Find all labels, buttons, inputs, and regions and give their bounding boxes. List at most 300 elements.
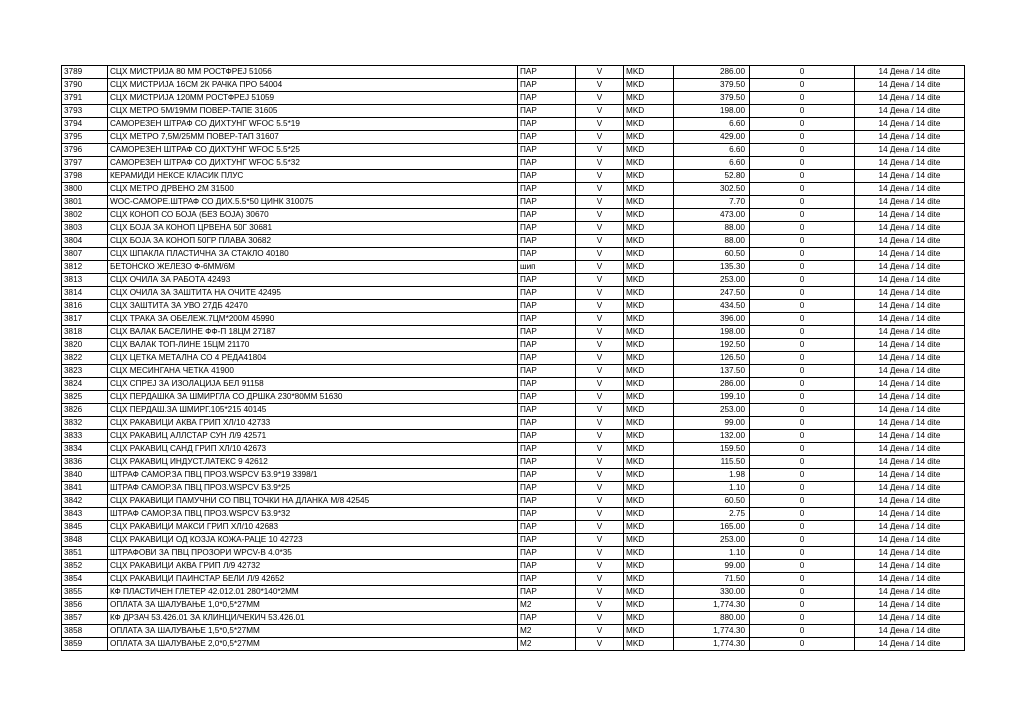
v-mark-cell: V (576, 443, 624, 456)
quantity-cell: 0 (750, 157, 855, 170)
item-name-cell: ШТРАФОВИ ЗА ПВЦ ПРОЗОРИ WPCV-B 4.0*35 (108, 547, 518, 560)
currency-cell: MKD (624, 92, 674, 105)
currency-cell: MKD (624, 495, 674, 508)
item-name-cell: ОПЛАТА ЗА ШАЛУВАЊЕ 1,5*0,5*27ММ (108, 625, 518, 638)
delivery-term-cell: 14 Дена / 14 dite (855, 274, 965, 287)
table-row (62, 404, 965, 417)
price-cell: 1.10 (674, 482, 750, 495)
price-cell: 192.50 (674, 339, 750, 352)
item-name-cell: ШТРАФ САМОР.ЗА ПВЦ ПРОЗ.WSPCV Б3.9*19 3398/1 (108, 469, 518, 482)
item-code-cell: 3857 (62, 612, 108, 625)
item-code-cell: 3790 (62, 79, 108, 92)
table-row (62, 547, 965, 560)
table-row (62, 326, 965, 339)
item-code-cell: 3795 (62, 131, 108, 144)
price-cell: 302.50 (674, 183, 750, 196)
currency-cell: MKD (624, 326, 674, 339)
unit-cell: ПАР (518, 144, 576, 157)
currency-cell: MKD (624, 183, 674, 196)
table-row (62, 391, 965, 404)
item-code-cell: 3793 (62, 105, 108, 118)
quantity-cell: 0 (750, 560, 855, 573)
currency-cell: MKD (624, 547, 674, 560)
item-code-cell: 3797 (62, 157, 108, 170)
item-code-cell: 3789 (62, 66, 108, 79)
table-row (62, 430, 965, 443)
v-mark-cell: V (576, 235, 624, 248)
item-name-cell: КФ ДРЗАЧ 53.426.01 ЗА КЛИНЦИ/ЧЕКИЧ 53.426.01 (108, 612, 518, 625)
price-cell: 1,774.30 (674, 625, 750, 638)
currency-cell: MKD (624, 586, 674, 599)
table-row (62, 417, 965, 430)
price-cell: 135.30 (674, 261, 750, 274)
item-name-cell: СЦХ РАКАВИЦ ИНДУСТ.ЛАТЕКС 9 42612 (108, 456, 518, 469)
currency-cell: MKD (624, 261, 674, 274)
item-code-cell: 3798 (62, 170, 108, 183)
item-code-cell: 3817 (62, 313, 108, 326)
quantity-cell: 0 (750, 547, 855, 560)
unit-cell: M2 (518, 638, 576, 651)
v-mark-cell: V (576, 495, 624, 508)
item-code-cell: 3796 (62, 144, 108, 157)
table-body (62, 66, 965, 651)
unit-cell: ПАР (518, 196, 576, 209)
quantity-cell: 0 (750, 391, 855, 404)
unit-cell: ПАР (518, 547, 576, 560)
item-name-cell: САМОРЕЗЕН ШТРАФ СО ДИХТУНГ WFOC 5.5*19 (108, 118, 518, 131)
item-code-cell: 3836 (62, 456, 108, 469)
quantity-cell: 0 (750, 235, 855, 248)
delivery-term-cell: 14 Дена / 14 dite (855, 599, 965, 612)
unit-cell: ПАР (518, 573, 576, 586)
v-mark-cell: V (576, 378, 624, 391)
table-row (62, 612, 965, 625)
item-code-cell: 3804 (62, 235, 108, 248)
quantity-cell: 0 (750, 430, 855, 443)
unit-cell: ПАР (518, 443, 576, 456)
item-name-cell: СЦХ РАКАВИЦ САНД ГРИП ХЛ/10 42673 (108, 443, 518, 456)
v-mark-cell: V (576, 248, 624, 261)
price-cell: 71.50 (674, 573, 750, 586)
delivery-term-cell: 14 Дена / 14 dite (855, 92, 965, 105)
item-name-cell: КФ ПЛАСТИЧЕН ГЛЕТЕР 42.012.01 280*140*2ММ (108, 586, 518, 599)
item-name-cell: ОПЛАТА ЗА ШАЛУВАЊЕ 2,0*0,5*27ММ (108, 638, 518, 651)
price-cell: 379.50 (674, 79, 750, 92)
price-cell: 1,774.30 (674, 638, 750, 651)
price-cell: 6.60 (674, 144, 750, 157)
item-code-cell: 3812 (62, 261, 108, 274)
v-mark-cell: V (576, 547, 624, 560)
item-name-cell: СЦХ БОЈА ЗА КОНОП ЦРВЕНА 50Г 30681 (108, 222, 518, 235)
price-cell: 132.00 (674, 430, 750, 443)
table-row (62, 599, 965, 612)
currency-cell: MKD (624, 79, 674, 92)
price-cell: 2.75 (674, 508, 750, 521)
unit-cell: ПАР (518, 248, 576, 261)
table-row (62, 261, 965, 274)
v-mark-cell: V (576, 287, 624, 300)
delivery-term-cell: 14 Дена / 14 dite (855, 313, 965, 326)
currency-cell: MKD (624, 482, 674, 495)
price-cell: 473.00 (674, 209, 750, 222)
quantity-cell: 0 (750, 495, 855, 508)
currency-cell: MKD (624, 131, 674, 144)
currency-cell: MKD (624, 573, 674, 586)
delivery-term-cell: 14 Дена / 14 dite (855, 391, 965, 404)
delivery-term-cell: 14 Дена / 14 dite (855, 261, 965, 274)
table-row (62, 521, 965, 534)
currency-cell: MKD (624, 534, 674, 547)
table-row (62, 66, 965, 79)
table-row (62, 222, 965, 235)
item-name-cell: СЦХ МЕТРО 5М/19ММ ПОВЕР-ТАПЕ 31605 (108, 105, 518, 118)
unit-cell: ПАР (518, 326, 576, 339)
table-row (62, 495, 965, 508)
quantity-cell: 0 (750, 482, 855, 495)
table-row (62, 248, 965, 261)
table-row (62, 235, 965, 248)
item-code-cell: 3820 (62, 339, 108, 352)
v-mark-cell: V (576, 612, 624, 625)
item-code-cell: 3794 (62, 118, 108, 131)
delivery-term-cell: 14 Дена / 14 dite (855, 196, 965, 209)
delivery-term-cell: 14 Дена / 14 dite (855, 365, 965, 378)
quantity-cell: 0 (750, 404, 855, 417)
item-code-cell: 3859 (62, 638, 108, 651)
currency-cell: MKD (624, 378, 674, 391)
delivery-term-cell: 14 Дена / 14 dite (855, 79, 965, 92)
item-name-cell: СЦХ ОЧИЛА ЗА ЗАШТИТА НА ОЧИТЕ 42495 (108, 287, 518, 300)
quantity-cell: 0 (750, 287, 855, 300)
currency-cell: MKD (624, 469, 674, 482)
v-mark-cell: V (576, 638, 624, 651)
table-row (62, 378, 965, 391)
price-cell: 253.00 (674, 274, 750, 287)
quantity-cell: 0 (750, 417, 855, 430)
price-cell: 6.60 (674, 118, 750, 131)
delivery-term-cell: 14 Дена / 14 dite (855, 547, 965, 560)
v-mark-cell: V (576, 521, 624, 534)
price-cell: 253.00 (674, 534, 750, 547)
item-name-cell: СЦХ ВАЛАК БАСЕЛИНЕ ФФ-П 18ЦМ 27187 (108, 326, 518, 339)
currency-cell: MKD (624, 430, 674, 443)
quantity-cell: 0 (750, 534, 855, 547)
unit-cell: ПАР (518, 482, 576, 495)
table-row (62, 92, 965, 105)
item-code-cell: 3814 (62, 287, 108, 300)
v-mark-cell: V (576, 534, 624, 547)
price-cell: 880.00 (674, 612, 750, 625)
item-code-cell: 3851 (62, 547, 108, 560)
delivery-term-cell: 14 Дена / 14 dite (855, 157, 965, 170)
delivery-term-cell: 14 Дена / 14 dite (855, 144, 965, 157)
currency-cell: MKD (624, 300, 674, 313)
v-mark-cell: V (576, 209, 624, 222)
unit-cell: ПАР (518, 391, 576, 404)
price-cell: 60.50 (674, 495, 750, 508)
item-code-cell: 3816 (62, 300, 108, 313)
price-cell: 7.70 (674, 196, 750, 209)
quantity-cell: 0 (750, 521, 855, 534)
delivery-term-cell: 14 Дена / 14 dite (855, 131, 965, 144)
delivery-term-cell: 14 Дена / 14 dite (855, 638, 965, 651)
delivery-term-cell: 14 Дена / 14 dite (855, 560, 965, 573)
price-cell: 6.60 (674, 157, 750, 170)
v-mark-cell: V (576, 352, 624, 365)
currency-cell: MKD (624, 612, 674, 625)
delivery-term-cell: 14 Дена / 14 dite (855, 495, 965, 508)
price-cell: 88.00 (674, 235, 750, 248)
item-name-cell: СЦХ ПЕРДАШКА ЗА ШМИРГЛА СО ДРШКА 230*80ММ 51630 (108, 391, 518, 404)
item-code-cell: 3824 (62, 378, 108, 391)
price-cell: 247.50 (674, 287, 750, 300)
table-row (62, 170, 965, 183)
delivery-term-cell: 14 Дена / 14 dite (855, 235, 965, 248)
currency-cell: MKD (624, 118, 674, 131)
currency-cell: MKD (624, 508, 674, 521)
item-name-cell: СЦХ РАКАВИЦИ ПАМУЧНИ СО ПВЦ ТОЧКИ НА ДЛАНКА М/8 42545 (108, 495, 518, 508)
price-cell: 198.00 (674, 326, 750, 339)
quantity-cell: 0 (750, 313, 855, 326)
unit-cell: ПАР (518, 365, 576, 378)
v-mark-cell: V (576, 92, 624, 105)
item-code-cell: 3800 (62, 183, 108, 196)
currency-cell: MKD (624, 105, 674, 118)
delivery-term-cell: 14 Дена / 14 dite (855, 586, 965, 599)
item-name-cell: СЦХ КОНОП СО БОЈА (БЕЗ БОЈА) 30670 (108, 209, 518, 222)
currency-cell: MKD (624, 170, 674, 183)
delivery-term-cell: 14 Дена / 14 dite (855, 183, 965, 196)
table-row (62, 638, 965, 651)
v-mark-cell: V (576, 300, 624, 313)
table-row (62, 534, 965, 547)
item-code-cell: 3813 (62, 274, 108, 287)
v-mark-cell: V (576, 157, 624, 170)
quantity-cell: 0 (750, 508, 855, 521)
v-mark-cell: V (576, 105, 624, 118)
delivery-term-cell: 14 Дена / 14 dite (855, 118, 965, 131)
item-code-cell: 3856 (62, 599, 108, 612)
table-row (62, 274, 965, 287)
item-code-cell: 3834 (62, 443, 108, 456)
unit-cell: ПАР (518, 118, 576, 131)
item-code-cell: 3833 (62, 430, 108, 443)
item-name-cell: СЦХ ОЧИЛА ЗА РАБОТА 42493 (108, 274, 518, 287)
item-name-cell: ШТРАФ САМОР.ЗА ПВЦ ПРОЗ.WSPCV Б3.9*25 (108, 482, 518, 495)
item-code-cell: 3791 (62, 92, 108, 105)
item-name-cell: САМОРЕЗЕН ШТРАФ СО ДИХТУНГ WFOC 5.5*32 (108, 157, 518, 170)
table-row (62, 300, 965, 313)
table-row (62, 157, 965, 170)
delivery-term-cell: 14 Дена / 14 dite (855, 300, 965, 313)
item-name-cell: СЦХ РАКАВИЦИ МАКСИ ГРИП ХЛ/10 42683 (108, 521, 518, 534)
v-mark-cell: V (576, 391, 624, 404)
item-code-cell: 3832 (62, 417, 108, 430)
quantity-cell: 0 (750, 612, 855, 625)
price-cell: 198.00 (674, 105, 750, 118)
currency-cell: MKD (624, 391, 674, 404)
unit-cell: ПАР (518, 235, 576, 248)
quantity-cell: 0 (750, 586, 855, 599)
quantity-cell: 0 (750, 183, 855, 196)
unit-cell: ПАР (518, 313, 576, 326)
quantity-cell: 0 (750, 365, 855, 378)
item-name-cell: СЦХ РАКАВИЦ АЛЛСТАР СУН Л/9 42571 (108, 430, 518, 443)
quantity-cell: 0 (750, 92, 855, 105)
price-cell: 99.00 (674, 560, 750, 573)
unit-cell: ПАР (518, 105, 576, 118)
item-name-cell: СЦХ МИСТРИЈА 16СМ 2К РАЧКА ПРО 54004 (108, 79, 518, 92)
delivery-term-cell: 14 Дена / 14 dite (855, 339, 965, 352)
quantity-cell: 0 (750, 599, 855, 612)
v-mark-cell: V (576, 625, 624, 638)
quantity-cell: 0 (750, 378, 855, 391)
unit-cell: ПАР (518, 417, 576, 430)
item-code-cell: 3842 (62, 495, 108, 508)
v-mark-cell: V (576, 79, 624, 92)
currency-cell: MKD (624, 157, 674, 170)
table-row (62, 79, 965, 92)
unit-cell: ПАР (518, 79, 576, 92)
v-mark-cell: V (576, 313, 624, 326)
quantity-cell: 0 (750, 638, 855, 651)
price-cell: 1.10 (674, 547, 750, 560)
currency-cell: MKD (624, 235, 674, 248)
v-mark-cell: V (576, 417, 624, 430)
item-name-cell: СЦХ ТРАКА ЗА ОБЕЛЕЖ.7ЦМ*200М 45990 (108, 313, 518, 326)
v-mark-cell: V (576, 222, 624, 235)
table-row (62, 144, 965, 157)
unit-cell: ПАР (518, 521, 576, 534)
price-cell: 286.00 (674, 378, 750, 391)
price-cell: 1,774.30 (674, 599, 750, 612)
price-cell: 126.50 (674, 352, 750, 365)
currency-cell: MKD (624, 209, 674, 222)
currency-cell: MKD (624, 196, 674, 209)
v-mark-cell: V (576, 170, 624, 183)
v-mark-cell: V (576, 573, 624, 586)
delivery-term-cell: 14 Дена / 14 dite (855, 534, 965, 547)
item-name-cell: СЦХ БОЈА ЗА КОНОП 50ГР ПЛАВА 30682 (108, 235, 518, 248)
item-name-cell: ШТРАФ САМОР.ЗА ПВЦ ПРОЗ.WSPCV Б3.9*32 (108, 508, 518, 521)
unit-cell: ПАР (518, 586, 576, 599)
currency-cell: MKD (624, 313, 674, 326)
unit-cell: ПАР (518, 456, 576, 469)
delivery-term-cell: 14 Дена / 14 dite (855, 287, 965, 300)
item-code-cell: 3818 (62, 326, 108, 339)
item-code-cell: 3825 (62, 391, 108, 404)
item-name-cell: WOC-САМОРЕ.ШТРАФ СО ДИХ.5.5*50 ЦИНК 310075 (108, 196, 518, 209)
v-mark-cell: V (576, 430, 624, 443)
unit-cell: ПАР (518, 430, 576, 443)
currency-cell: MKD (624, 560, 674, 573)
v-mark-cell: V (576, 196, 624, 209)
delivery-term-cell: 14 Дена / 14 dite (855, 443, 965, 456)
delivery-term-cell: 14 Дена / 14 dite (855, 378, 965, 391)
table-row (62, 469, 965, 482)
item-name-cell: СЦХ ШПАКЛА ПЛАСТИЧНА ЗА СТАКЛО 40180 (108, 248, 518, 261)
item-code-cell: 3845 (62, 521, 108, 534)
item-code-cell: 3822 (62, 352, 108, 365)
item-code-cell: 3841 (62, 482, 108, 495)
delivery-term-cell: 14 Дена / 14 dite (855, 326, 965, 339)
v-mark-cell: V (576, 339, 624, 352)
v-mark-cell: V (576, 456, 624, 469)
item-name-cell: СЦХ МЕТРО ДРВЕНО 2М 31500 (108, 183, 518, 196)
price-cell: 60.50 (674, 248, 750, 261)
delivery-term-cell: 14 Дена / 14 dite (855, 417, 965, 430)
price-cell: 396.00 (674, 313, 750, 326)
table-row (62, 313, 965, 326)
table-row (62, 573, 965, 586)
table-row (62, 183, 965, 196)
v-mark-cell: V (576, 326, 624, 339)
price-cell: 429.00 (674, 131, 750, 144)
table-row (62, 625, 965, 638)
quantity-cell: 0 (750, 443, 855, 456)
quantity-cell: 0 (750, 456, 855, 469)
unit-cell: ПАР (518, 534, 576, 547)
currency-cell: MKD (624, 599, 674, 612)
item-code-cell: 3807 (62, 248, 108, 261)
price-cell: 1.98 (674, 469, 750, 482)
v-mark-cell: V (576, 560, 624, 573)
currency-cell: MKD (624, 625, 674, 638)
quantity-cell: 0 (750, 222, 855, 235)
price-cell: 434.50 (674, 300, 750, 313)
price-cell: 99.00 (674, 417, 750, 430)
item-code-cell: 3840 (62, 469, 108, 482)
v-mark-cell: V (576, 586, 624, 599)
item-code-cell: 3826 (62, 404, 108, 417)
currency-cell: MKD (624, 638, 674, 651)
unit-cell: ПАР (518, 274, 576, 287)
quantity-cell: 0 (750, 326, 855, 339)
item-code-cell: 3803 (62, 222, 108, 235)
currency-cell: MKD (624, 222, 674, 235)
unit-cell: ПАР (518, 300, 576, 313)
item-name-cell: СЦХ ЦЕТКА МЕТАЛНА СО 4 РЕДА41804 (108, 352, 518, 365)
item-name-cell: СЦХ РАКАВИЦИ ОД КОЗЈА КОЖА-РАЦЕ 10 42723 (108, 534, 518, 547)
quantity-cell: 0 (750, 170, 855, 183)
unit-cell: ПАР (518, 209, 576, 222)
item-name-cell: КЕРАМИДИ НЕКСЕ КЛАСИК ПЛУС (108, 170, 518, 183)
currency-cell: MKD (624, 456, 674, 469)
delivery-term-cell: 14 Дена / 14 dite (855, 352, 965, 365)
table-row (62, 586, 965, 599)
item-code-cell: 3848 (62, 534, 108, 547)
table-row (62, 131, 965, 144)
item-name-cell: БЕТОНСКО ЖЕЛЕЗО Ф-6ММ/6М (108, 261, 518, 274)
table-row (62, 508, 965, 521)
item-code-cell: 3854 (62, 573, 108, 586)
table-row (62, 482, 965, 495)
quantity-cell: 0 (750, 625, 855, 638)
price-cell: 330.00 (674, 586, 750, 599)
quantity-cell: 0 (750, 352, 855, 365)
quantity-cell: 0 (750, 261, 855, 274)
unit-cell: ПАР (518, 339, 576, 352)
quantity-cell: 0 (750, 209, 855, 222)
quantity-cell: 0 (750, 248, 855, 261)
quantity-cell: 0 (750, 79, 855, 92)
unit-cell: ПАР (518, 378, 576, 391)
item-name-cell: СЦХ РАКАВИЦИ АКВА ГРИП ХЛ/10 42733 (108, 417, 518, 430)
currency-cell: MKD (624, 248, 674, 261)
unit-cell: ПАР (518, 508, 576, 521)
item-name-cell: СЦХ МИСТРИЈА 80 ММ РОСТФРЕЈ 51056 (108, 66, 518, 79)
currency-cell: MKD (624, 339, 674, 352)
